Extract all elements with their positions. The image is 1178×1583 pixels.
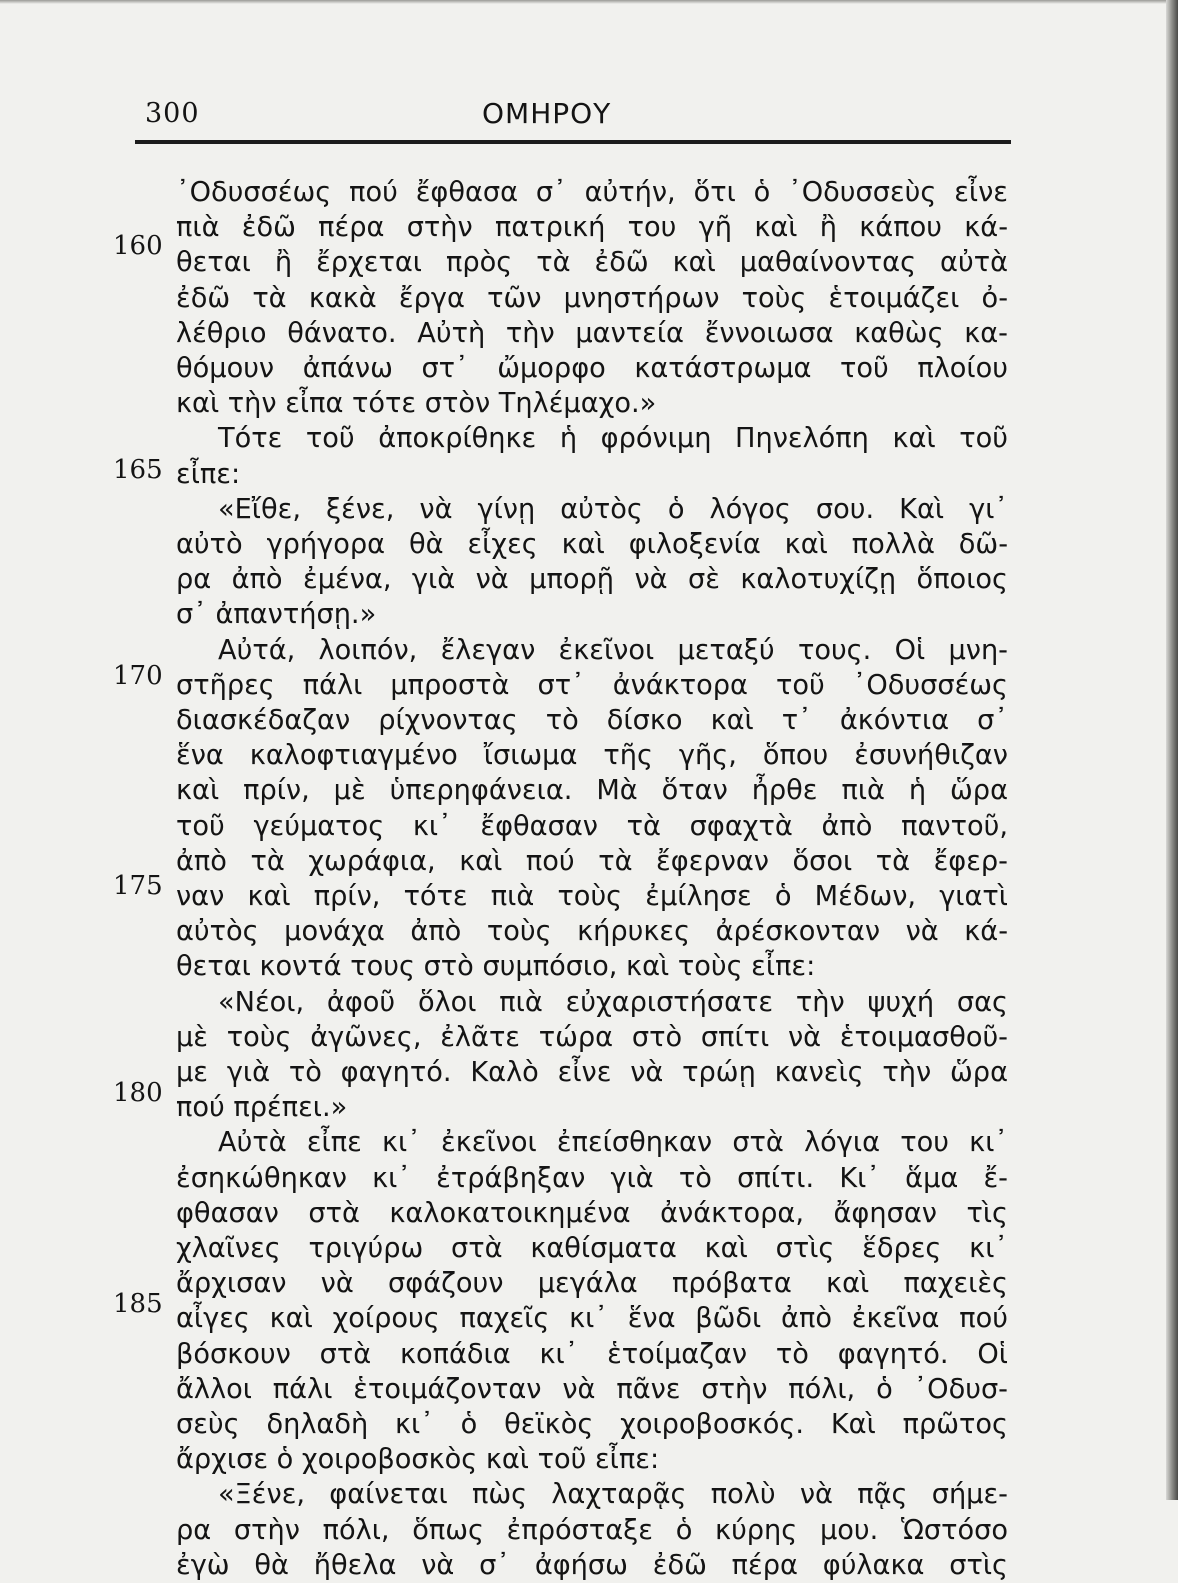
line-number: 185: [113, 1289, 163, 1319]
text-line: διασκέδαζαν ρίχνοντας τὸ δίσκο καὶ τ᾿ ἀκόντια σ᾿: [176, 705, 1008, 736]
text-line: τοῦ γεύματος κι᾿ ἔφθασαν τὰ σφαχτὰ ἀπὸ παντοῦ,: [176, 810, 1008, 842]
text-line: αὐτὸ γρήγορα θὰ εἶχες καὶ φιλοξενία καὶ πολλὰ δῶ-: [176, 529, 1008, 560]
text-line: ἐσηκώθηκαν κι᾿ ἐτράβηξαν γιὰ τὸ σπίτι. Κι᾿ ἅμα ἔ-: [176, 1162, 1008, 1194]
text-line: Αὐτὰ εἶπε κι᾿ ἐκεῖνοι ἐπείσθηκαν στὰ λόγια του κι᾿: [218, 1127, 1008, 1159]
text-line: αἶγες καὶ χοίρους παχεῖς κι᾿ ἕνα βῶδι ἀπὸ ἐκεῖνα πού: [176, 1303, 1008, 1335]
text-line: θόμουν ἀπάνω στ᾿ ὤμορφο κατάστρωμα τοῦ πλοίου: [176, 353, 1008, 384]
text-line: καὶ πρίν, μὲ ὑπερηφάνεια. Μὰ ὅταν ἦρθε πιὰ ἡ ὥρα: [176, 775, 1008, 807]
running-title: ΟΜΗΡΟΥ: [482, 97, 612, 130]
text-line: βόσκουν στὰ κοπάδια κι᾿ ἑτοίμαζαν τὸ φαγητό. Οἱ: [176, 1338, 1008, 1370]
text-line: ἀπὸ τὰ χωράφια, καὶ πού τὰ ἔφερναν ὅσοι τὰ ἔφερ-: [176, 845, 1008, 877]
line-number: 175: [113, 871, 163, 901]
text-line: χλαῖνες τριγύρω στὰ καθίσματα καὶ στὶς ἕδρες κι᾿: [176, 1233, 1008, 1264]
page-number: 300: [145, 98, 200, 129]
text-line: στῆρες πάλι μπροστὰ στ᾿ ἀνάκτορα τοῦ ᾿Οδυσσέως: [176, 669, 1008, 701]
text-line: ἄλλοι πάλι ἑτοιμάζονταν νὰ πᾶνε στὴν πόλι, ὁ ᾿Οδυσ-: [176, 1373, 1008, 1405]
text-line: εἶπε:: [176, 458, 241, 490]
line-number: 170: [113, 661, 163, 691]
text-line: ἄρχισαν νὰ σφάζουν μεγάλα πρόβατα καὶ παχειὲς: [176, 1268, 1008, 1300]
text-line: Αὐτά, λοιπόν, ἔλεγαν ἐκεῖνοι μεταξύ τους. Οἱ μνη-: [218, 634, 1008, 666]
line-number: 160: [113, 231, 163, 261]
text-line: «Εἴθε, ξένε, νὰ γίνῃ αὐτὸς ὁ λόγος σου. Καὶ γι᾿: [218, 493, 1008, 525]
text-line: με γιὰ τὸ φαγητό. Καλὸ εἶνε νὰ τρώῃ κανεὶς τὴν ὥρα: [176, 1057, 1008, 1088]
text-line: ἄρχισε ὁ χοιροβοσκὸς καὶ τοῦ εἶπε:: [176, 1444, 660, 1476]
text-line: λέθριο θάνατο. Αὐτὴ τὴν μαντεία ἔννοιωσα καθὼς κα-: [176, 317, 1008, 349]
line-number: 165: [113, 455, 163, 485]
text-line: καὶ τὴν εἶπα τότε στὸν Τηλέμαχο.»: [176, 388, 657, 420]
text-line: σ᾿ ἀπαντήσῃ.»: [176, 599, 377, 631]
text-line: σεὺς δηλαδὴ κι᾿ ὁ θεϊκὸς χοιροβοσκός. Καὶ πρῶτος: [176, 1409, 1008, 1440]
text-line: πιὰ ἐδῶ πέρα στὴν πατρική του γῆ καὶ ἢ κάπου κά-: [176, 212, 1008, 244]
text-line: «Νέοι, ἀφοῦ ὅλοι πιὰ εὐχαριστήσατε τὴν ψυχή σας: [218, 986, 1008, 1018]
text-line: πού πρέπει.»: [176, 1092, 348, 1124]
page-gutter-edge: [1166, 0, 1178, 1500]
text-line: Τότε τοῦ ἀποκρίθηκε ἡ φρόνιμη Πηνελόπη καὶ τοῦ: [218, 423, 1008, 455]
header-rule: [135, 140, 1011, 144]
text-line: αὐτὸς μονάχα ἀπὸ τοὺς κήρυκες ἀρέσκονταν νὰ κά-: [176, 916, 1008, 948]
text-line: ἕνα καλοφτιαγμένο ἴσιωμα τῆς γῆς, ὅπου ἐσυνήθιζαν: [176, 740, 1008, 772]
page-top-edge: [0, 0, 1178, 4]
text-line: θεται κοντά τους στὸ συμπόσιο, καὶ τοὺς εἶπε:: [176, 951, 816, 983]
text-line: ἐδῶ τὰ κακὰ ἔργα τῶν μνηστήρων τοὺς ἑτοιμάζει ὀ-: [176, 282, 1008, 314]
text-line: ναν καὶ πρίν, τότε πιὰ τοὺς ἐμίλησε ὁ Μέδων, γιατὶ: [176, 881, 1008, 912]
text-line: θεται ἢ ἔρχεται πρὸς τὰ ἐδῶ καὶ μαθαίνοντας αὐτὰ: [176, 247, 1008, 279]
text-line: μὲ τοὺς ἀγῶνες, ἐλᾶτε τώρα στὸ σπίτι νὰ ἑτοιμασθοῦ-: [176, 1021, 1008, 1053]
text-line: ρα στὴν πόλι, ὅπως ἐπρόσταξε ὁ κύρης μου. Ὡστόσο: [176, 1514, 1008, 1546]
text-line: «Ξένε, φαίνεται πὼς λαχταρᾷς πολὺ νὰ πᾷς σήμε-: [218, 1479, 1008, 1511]
text-line: φθασαν στὰ καλοκατοικημένα ἀνάκτορα, ἄφησαν τὶς: [176, 1197, 1008, 1229]
text-line: ᾿Οδυσσέως πού ἔφθασα σ᾿ αὐτήν, ὅτι ὁ ᾿Οδυσσεὺς εἶνε: [176, 177, 1008, 208]
text-line: ρα ἀπὸ ἐμένα, γιὰ νὰ μπορῇ νὰ σὲ καλοτυχίζῃ ὅποιος: [176, 564, 1008, 596]
line-number: 180: [113, 1078, 163, 1108]
text-line: ἐγὼ θὰ ἤθελα νὰ σ᾿ ἀφήσω ἐδῶ πέρα φύλακα στὶς: [176, 1549, 1008, 1581]
